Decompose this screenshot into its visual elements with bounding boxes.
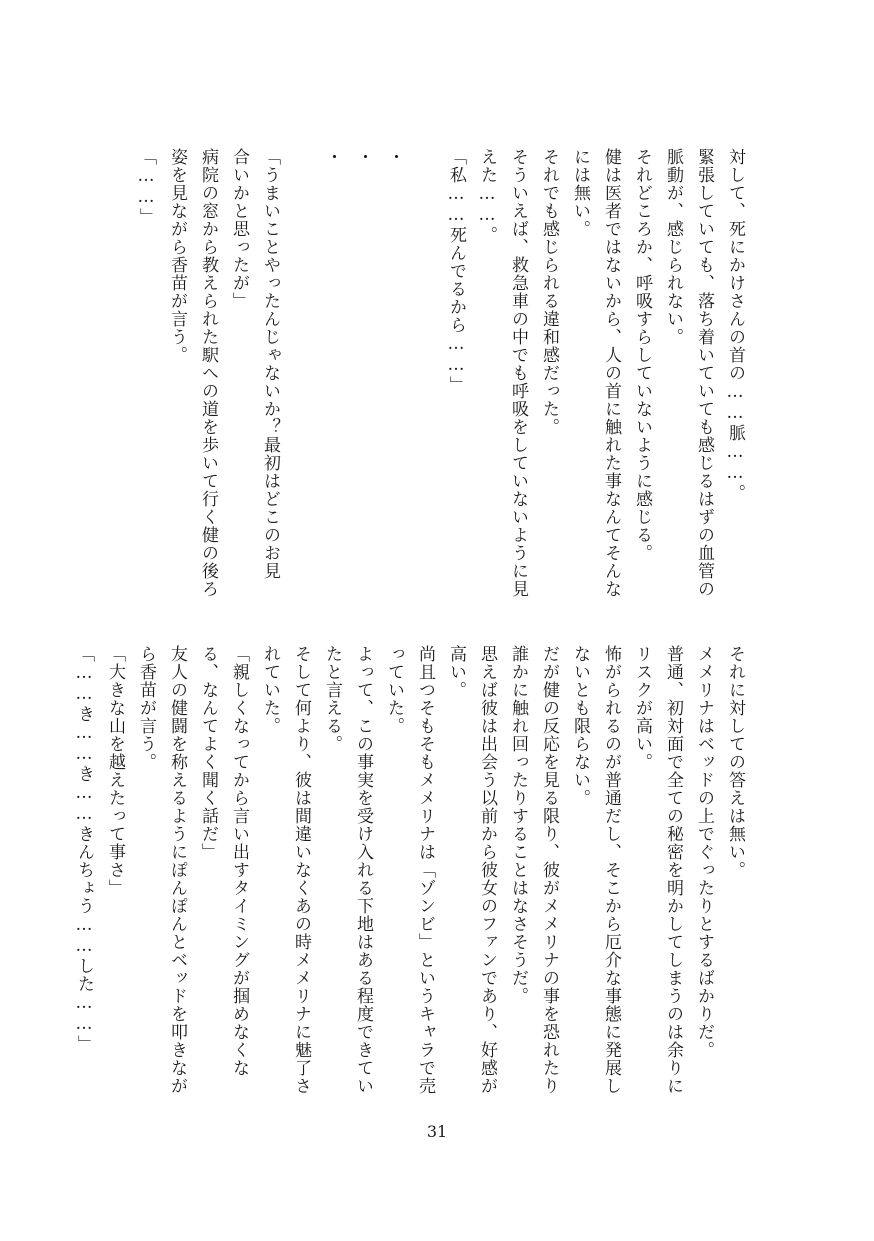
text-column: 脈動が、感じられない。 — [663, 148, 683, 346]
text-column: たと言える。 — [322, 645, 342, 753]
text-column: それでも感じられる違和感だった。 — [539, 148, 559, 436]
text-column: だが健の反応を見る限り、彼がメメリナの事を恐れたり — [539, 645, 559, 1095]
text-column: 対して、死にかけさんの首の……脈……。 — [725, 148, 745, 502]
text-column: メメリナはベッドの上でぐったりとするばかりだ。 — [694, 645, 714, 1059]
text-column: よって、この事実を受け入れる下地はある程度できてい — [353, 645, 373, 1095]
scene-break-dot: ・ — [322, 148, 342, 166]
text-column: 「大きな山を越えたって事さ」 — [105, 645, 125, 897]
text-column: 病院の窓から教えられた駅への道を歩いて行く健の後ろ — [198, 148, 218, 598]
text-column: れていた。 — [260, 645, 280, 735]
text-column: 「……」 — [136, 148, 156, 226]
text-block-lower — [74, 645, 750, 1105]
text-column: 緊張していても、落ち着いていても感じるはずの血管の — [694, 148, 714, 598]
text-column: 尚且つそもそもメメリナは「ゾンビ」というキャラで売 — [415, 645, 435, 1095]
scene-break-dot: ・ — [384, 148, 404, 166]
text-column: 健は医者ではないから、人の首に触れた事なんてそんな — [601, 148, 621, 598]
page-number: 31 — [426, 1122, 448, 1141]
text-column: 友人の健闘を称えるようにぽんぽんとベッドを叩きなが — [167, 645, 187, 1095]
text-column: ないとも限らない。 — [570, 645, 590, 807]
text-column: 「……き……き……きんちょう……した……」 — [74, 645, 94, 1053]
text-column: それどころか、呼吸すらしていないように感じる。 — [632, 148, 652, 562]
text-column: 高い。 — [446, 645, 466, 699]
text-column: それに対しての答えは無い。 — [725, 645, 745, 879]
text-column: 思えば彼は出会う以前から彼女のファンであり、好感が — [477, 645, 497, 1095]
text-column: そして何より、彼は間違いなくあの時メメリナに魅了さ — [291, 645, 311, 1095]
text-column: には無い。 — [570, 148, 590, 238]
text-column: 「うまいことやったんじゃないか？最初はどこのお見 — [260, 148, 280, 580]
text-column: 合いかと思ったが」 — [229, 148, 249, 310]
text-column-blank — [285, 148, 316, 598]
text-column: る、なんてよく聞く話だ」 — [198, 645, 218, 861]
text-column: リスクが高い。 — [632, 645, 652, 771]
text-column: 「親しくなってから言い出すタイミングが掴めなくな — [229, 645, 249, 1077]
scene-break-dot: ・ — [353, 148, 373, 166]
text-column: 誰かに触れ回ったりすることはなさそうだ。 — [508, 645, 528, 1005]
text-column: 怖がられるのが普通だし、そこから厄介な事態に発展し — [601, 645, 621, 1095]
text-column-blank — [409, 148, 440, 598]
text-column: 普通、初対面で全ての秘密を明かしてしまうのは余りに — [663, 645, 683, 1095]
text-block-upper — [110, 148, 750, 598]
text-column: 「私……死んでるから……」 — [446, 148, 466, 394]
text-column: えた……。 — [477, 148, 497, 244]
text-column: ら香苗が言う。 — [136, 645, 156, 771]
text-column: 姿を見ながら香苗が言う。 — [167, 148, 187, 364]
text-column: そういえば、救急車の中でも呼吸をしていないように見 — [508, 148, 528, 598]
text-column: っていた。 — [384, 645, 404, 735]
